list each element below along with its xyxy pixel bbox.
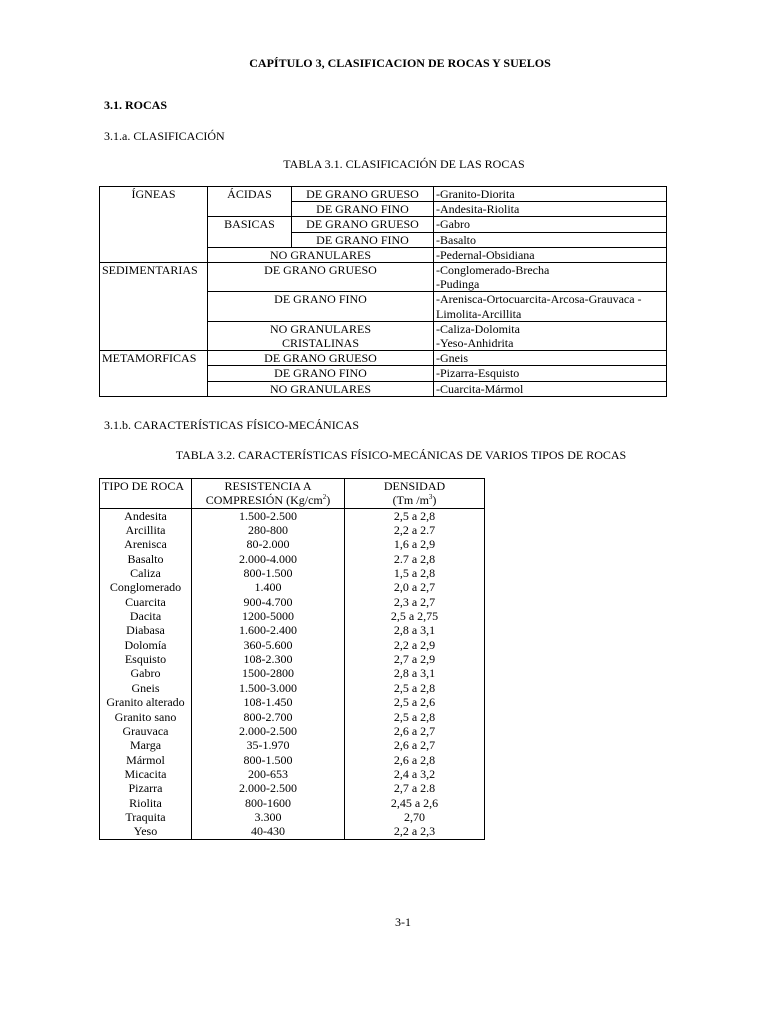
compression-cell: 800-1.500 — [192, 566, 345, 580]
rock-type-cell: Arcillita — [100, 523, 192, 537]
compression-cell: 2.000-2.500 — [192, 781, 345, 795]
rock-type-cell: Gneis — [100, 681, 192, 695]
table-row — [100, 595, 485, 609]
example-cell: -Cuarcita-Mármol — [434, 381, 667, 396]
rock-type-cell: Arenisca — [100, 537, 192, 551]
example-cell: -Pedernal-Obsidiana — [434, 247, 667, 262]
empty-cell — [100, 321, 208, 350]
density-cell: 2,6 a 2,7 — [345, 724, 485, 738]
table-row — [100, 623, 485, 637]
rock-type-cell: Dolomía — [100, 638, 192, 652]
rock-type-cell: Mármol — [100, 753, 192, 767]
density-cell: 2,7 a 2,9 — [345, 652, 485, 666]
compression-cell: 800-1.500 — [192, 753, 345, 767]
table-row — [100, 810, 485, 824]
density-cell: 2.7 a 2,8 — [345, 552, 485, 566]
table-row — [100, 652, 485, 666]
rock-type-cell: Cuarcita — [100, 595, 192, 609]
grain-line: CRISTALINAS — [281, 336, 360, 351]
table-row — [100, 580, 485, 594]
rock-type-cell: Esquisto — [100, 652, 192, 666]
compression-cell: 1.500-3.000 — [192, 681, 345, 695]
density-cell: 2,2 a 2,9 — [345, 638, 485, 652]
density-cell: 2,4 a 3,2 — [345, 767, 485, 781]
empty-cell — [208, 202, 292, 217]
rock-type-cell: Marga — [100, 738, 192, 752]
table-row — [100, 767, 485, 781]
chapter-title: CAPÍTULO 3, CLASIFICACION DE ROCAS Y SUELOS — [249, 56, 551, 70]
empty-cell — [100, 366, 208, 381]
density-cell: 2,3 a 2,7 — [345, 595, 485, 609]
density-cell: 2,5 a 2,8 — [345, 710, 485, 724]
density-cell: 2,5 a 2,75 — [345, 609, 485, 623]
rock-type-cell: Conglomerado — [100, 580, 192, 594]
section-title: 3.1. ROCAS — [104, 98, 168, 112]
density-cell: 2,8 a 3,1 — [345, 623, 485, 637]
table-row — [100, 781, 485, 795]
rock-type-cell: Dacita — [100, 609, 192, 623]
density-cell: 2,0 a 2,7 — [345, 580, 485, 594]
example-line: -Conglomerado-Brecha — [436, 263, 550, 278]
density-cell: 2,70 — [345, 810, 485, 824]
rock-type-cell: Caliza — [100, 566, 192, 580]
header-tipo: TIPO DE ROCA — [100, 479, 192, 509]
rock-type-cell: Gabro — [100, 666, 192, 680]
grain-cell: DE GRANO FINO — [208, 292, 434, 321]
example-line: -Pudinga — [436, 277, 480, 292]
grain-cell: NO GRANULARES — [208, 381, 434, 396]
subsection-heading-characteristics: 3.1.b. CARACTERÍSTICAS FÍSICO-MECÁNICAS — [104, 418, 360, 432]
basicas-cell: BASICAS — [208, 217, 292, 232]
example-cell: -Pizarra-Esquisto — [434, 366, 667, 381]
compression-cell: 108-1.450 — [192, 695, 345, 709]
compression-cell: 40-430 — [192, 824, 345, 839]
rock-type-cell: Traquita — [100, 810, 192, 824]
compression-cell: 200-653 — [192, 767, 345, 781]
compression-cell: 35-1.970 — [192, 738, 345, 752]
table-row — [100, 796, 485, 810]
grain-cell: DE GRANO FINO — [292, 202, 434, 217]
table-row — [100, 681, 485, 695]
example-cell — [434, 321, 667, 350]
density-cell: 2,5 a 2,8 — [345, 681, 485, 695]
compression-cell: 280-800 — [192, 523, 345, 537]
metamorficas-cell: METAMORFICAS — [100, 351, 208, 366]
density-cell: 1,6 a 2,9 — [345, 537, 485, 551]
rock-type-cell: Riolita — [100, 796, 192, 810]
compression-cell: 2.000-2.500 — [192, 724, 345, 738]
compression-cell: 1500-2800 — [192, 666, 345, 680]
table-row — [100, 824, 485, 839]
table-row — [100, 638, 485, 652]
rock-type-cell: Micacita — [100, 767, 192, 781]
grain-cell: DE GRANO GRUESO — [208, 351, 434, 366]
compression-cell: 800-1600 — [192, 796, 345, 810]
example-cell — [434, 292, 667, 321]
header-resistencia-line2: COMPRESIÓN $(Kg/cm^2)$ — [205, 493, 331, 508]
igneas-cell: ÍGNEAS — [100, 187, 208, 202]
grain-cell: DE GRANO FINO — [208, 366, 434, 381]
compression-cell: 1.600-2.400 — [192, 623, 345, 637]
density-cell: 2,5 a 2,6 — [345, 695, 485, 709]
table-row — [100, 753, 485, 767]
rock-properties-table — [99, 478, 485, 840]
grain-cell — [208, 321, 434, 350]
rock-type-cell: Andesita — [100, 508, 192, 523]
density-cell: 2,6 a 2,8 — [345, 753, 485, 767]
example-cell: -Andesita-Riolita — [434, 202, 667, 217]
header-resistencia — [192, 479, 345, 509]
subsection-heading-classification: 3.1.a. CLASIFICACIÓN — [104, 129, 225, 143]
table-row — [100, 666, 485, 680]
table-row — [100, 738, 485, 752]
table2-caption: TABLA 3.2. CARACTERÍSTICAS FÍSICO-MECÁNICAS DE VARIOS TIPOS DE ROCAS — [175, 448, 627, 462]
page-number: 3-1 — [395, 915, 411, 929]
rock-type-cell: Basalto — [100, 552, 192, 566]
table-row — [100, 710, 485, 724]
grain-cell: DE GRANO FINO — [292, 232, 434, 247]
density-cell: 2,8 a 3,1 — [345, 666, 485, 680]
empty-cell — [100, 381, 208, 396]
compression-cell: 800-2.700 — [192, 710, 345, 724]
grain-cell: NO GRANULARES — [208, 247, 434, 262]
header-densidad-line2: (Tm $/m^3$) — [392, 493, 437, 508]
density-cell: 2,7 a 2.8 — [345, 781, 485, 795]
compression-cell: 2.000-4.000 — [192, 552, 345, 566]
grain-cell: DE GRANO GRUESO — [208, 263, 434, 292]
rock-type-cell: Pizarra — [100, 781, 192, 795]
density-cell: 2,2 a 2.7 — [345, 523, 485, 537]
compression-cell: 1.500-2.500 — [192, 508, 345, 523]
density-cell: 2,5 a 2,8 — [345, 508, 485, 523]
sedimentarias-cell: SEDIMENTARIAS — [100, 263, 208, 292]
header-resistencia-line1: RESISTENCIA A — [224, 479, 312, 493]
compression-cell: 1.400 — [192, 580, 345, 594]
table-row — [100, 609, 485, 623]
empty-cell — [100, 292, 208, 321]
compression-cell: 900-4.700 — [192, 595, 345, 609]
rock-type-cell: Granito sano — [100, 710, 192, 724]
rock-type-cell: Diabasa — [100, 623, 192, 637]
grain-line: NO GRANULARES — [269, 321, 371, 336]
example-line: -Yeso-Anhidrita — [436, 336, 514, 351]
rock-type-cell: Grauvaca — [100, 724, 192, 738]
empty-cell — [100, 232, 208, 247]
example-cell: -Basalto — [434, 232, 667, 247]
empty-cell — [100, 217, 208, 232]
density-cell: 2,45 a 2,6 — [345, 796, 485, 810]
density-cell: 2,2 a 2,3 — [345, 824, 485, 839]
empty-cell — [100, 247, 208, 262]
compression-cell: 108-2.300 — [192, 652, 345, 666]
table1-caption: TABLA 3.1. CLASIFICACIÓN DE LAS ROCAS — [283, 157, 525, 171]
table-row — [100, 566, 485, 580]
header-densidad-line1: DENSIDAD — [383, 479, 446, 493]
table-row — [100, 537, 485, 551]
compression-cell: 80-2.000 — [192, 537, 345, 551]
table-row — [100, 523, 485, 537]
rock-type-cell: Granito alterado — [100, 695, 192, 709]
grain-cell: DE GRANO GRUESO — [292, 217, 434, 232]
example-cell: -Gneis — [434, 351, 667, 366]
example-cell: -Gabro — [434, 217, 667, 232]
table-row — [100, 695, 485, 709]
density-cell: 2,6 a 2,7 — [345, 738, 485, 752]
table-row — [100, 552, 485, 566]
acidas-cell: ÁCIDAS — [208, 187, 292, 202]
table-row — [100, 508, 485, 523]
empty-cell — [100, 202, 208, 217]
compression-cell: 360-5.600 — [192, 638, 345, 652]
compression-cell: 3.300 — [192, 810, 345, 824]
rock-classification-table — [99, 186, 667, 397]
compression-cell: 1200-5000 — [192, 609, 345, 623]
example-line: -Caliza-Dolomita — [436, 321, 520, 336]
example-line: Limolita-Arcillita — [436, 306, 522, 321]
density-cell: 1,5 a 2,8 — [345, 566, 485, 580]
example-cell: -Granito-Diorita — [434, 187, 667, 202]
empty-cell — [208, 232, 292, 247]
table-row — [100, 724, 485, 738]
header-densidad — [345, 479, 485, 509]
example-line: -Arenisca-Ortocuarcita-Arcosa-Grauvaca - — [436, 292, 642, 307]
rock-type-cell: Yeso — [100, 824, 192, 839]
example-cell — [434, 263, 667, 292]
grain-cell: DE GRANO GRUESO — [292, 187, 434, 202]
